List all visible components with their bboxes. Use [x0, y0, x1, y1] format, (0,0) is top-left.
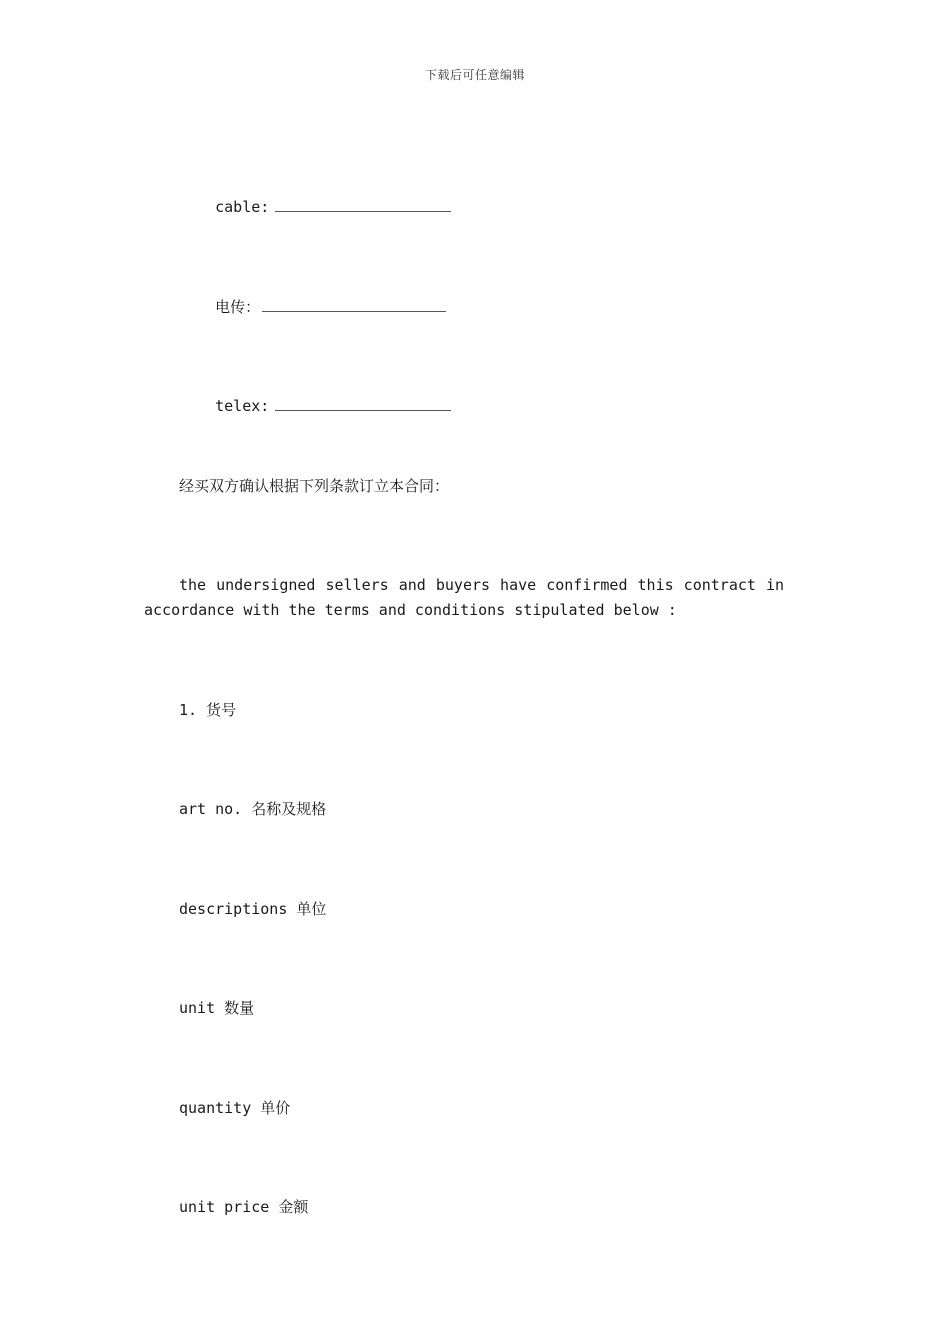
- confirm-cn-paragraph: 经买双方确认根据下列条款订立本合同：: [179, 477, 450, 495]
- cable-blank-line[interactable]: [275, 197, 451, 212]
- item-name-spec: art no. 名称及规格: [179, 800, 327, 818]
- cable-field: [179, 177, 451, 237]
- dianchuan-field: [179, 277, 446, 337]
- item-article-number: 1. 货号: [179, 701, 237, 719]
- item-quantity: unit 数量: [179, 999, 255, 1017]
- page-header: 下载后可任意编辑: [424, 68, 525, 82]
- item-unit: descriptions 单位: [179, 900, 327, 918]
- item-unit-price: quantity 单价: [179, 1099, 291, 1117]
- confirm-en-paragraph: the undersigned sellers and buyers have confirmed this contract in accordance with the terms and conditions stipulated below :: [144, 576, 784, 619]
- dianchuan-blank-line[interactable]: [262, 297, 446, 312]
- dianchuan-label: 电传：: [215, 298, 261, 316]
- cable-label: cable:: [215, 198, 270, 216]
- telex-blank-line[interactable]: [275, 396, 451, 411]
- telex-label: telex:: [215, 397, 270, 415]
- telex-field: [179, 376, 451, 436]
- item-amount: unit price 金额: [179, 1198, 309, 1216]
